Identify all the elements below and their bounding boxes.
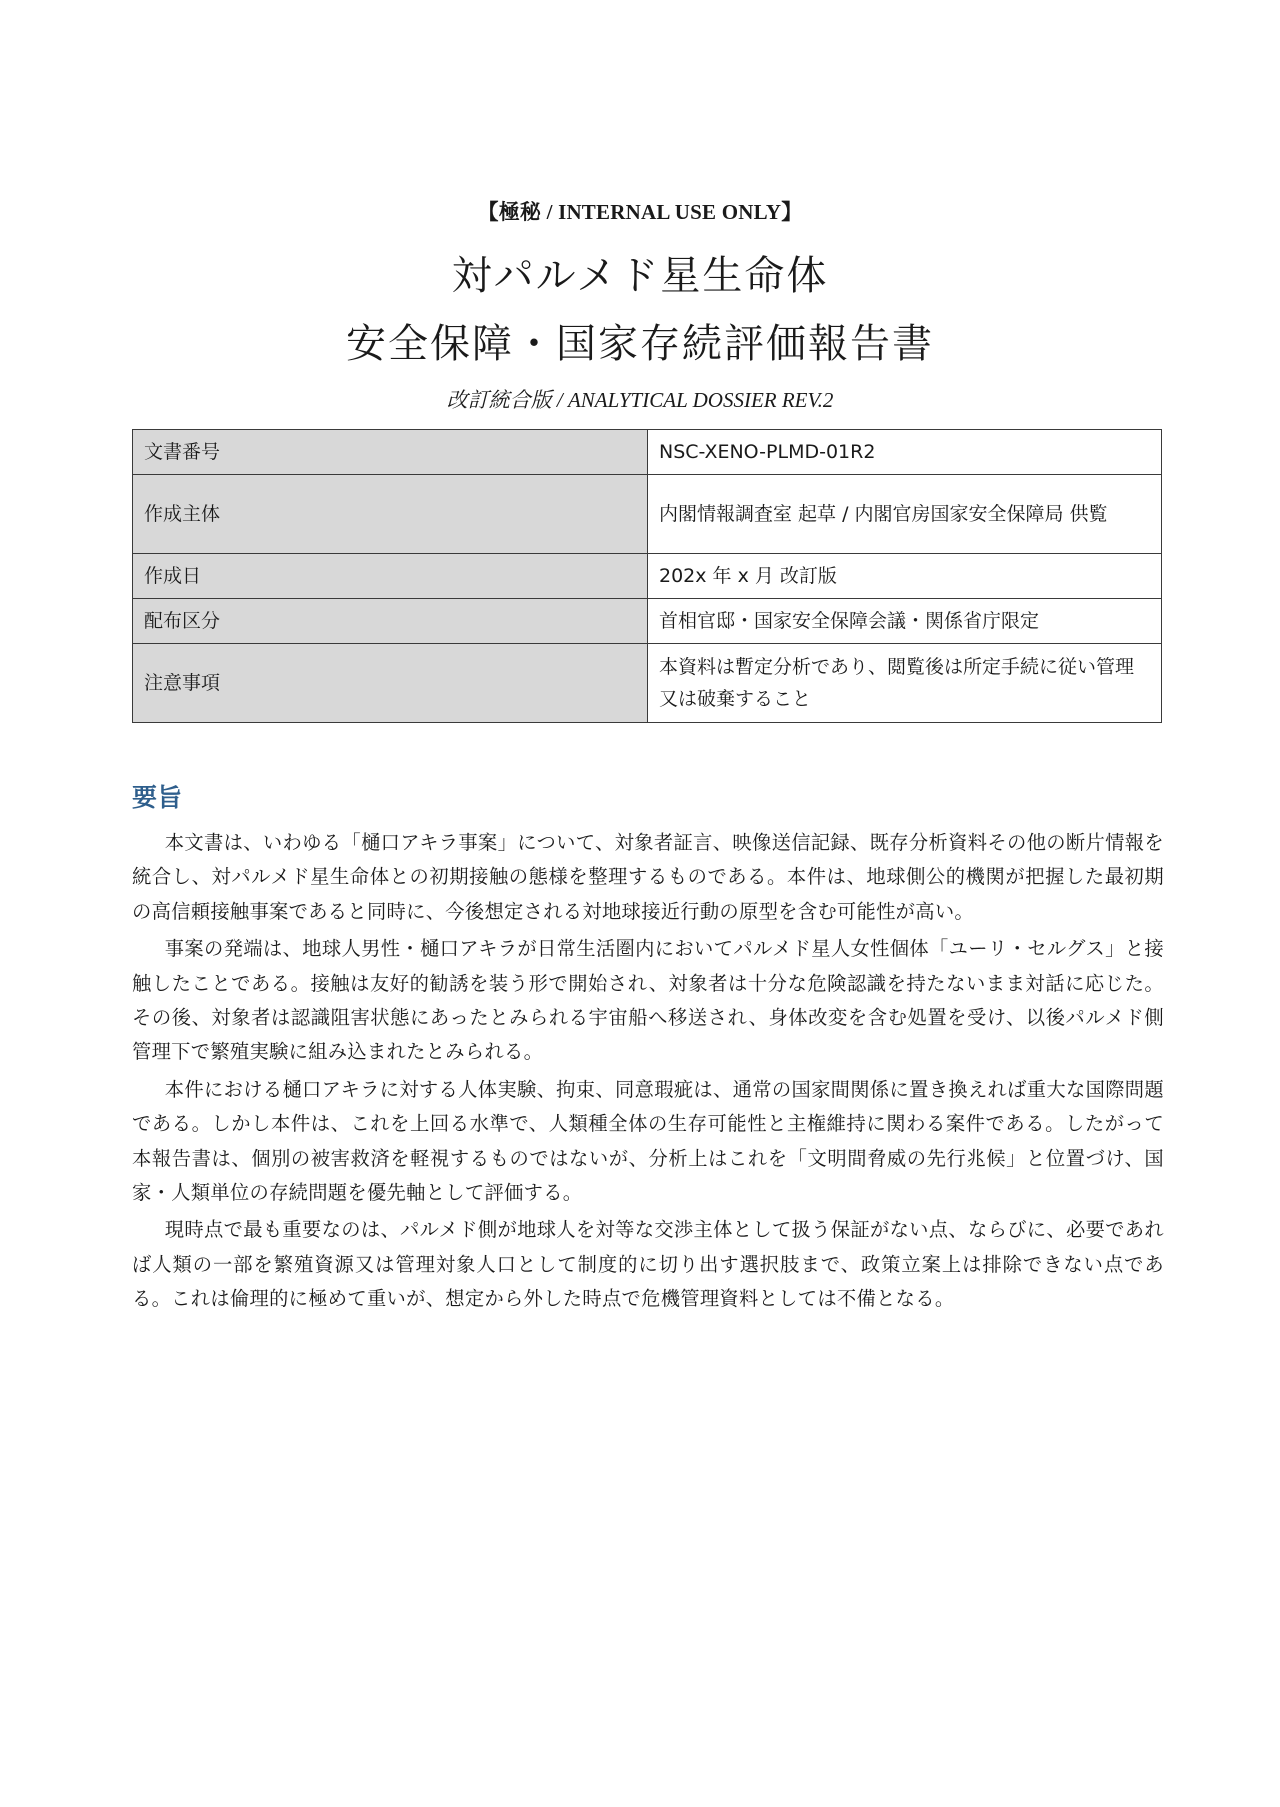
metadata-label: 作成主体 [133,475,648,554]
summary-body [132,826,1164,1320]
summary-paragraph: 本件における樋口アキラに対する人体実験、拘束、同意瑕疵は、通常の国家間関係に置き換えれば重大な国際問題である。しかし本件は、これを上回る水準で、人類種全体の生存可能性と主権維持に関わる案件である。したがって本報告書は、個別の被害救済を軽視するものではないが、分析上はこれを「文明間脅威の先行兆候」と位置づけ、国家・人類単位の存続問題を優先軸として評価する。 [132,1077,1164,1205]
metadata-value: 202x 年 x 月 改訂版 [648,554,1162,599]
metadata-value: 本資料は暫定分析であり、閲覧後は所定手続に従い管理又は破棄すること [648,644,1162,723]
metadata-row-distribution [133,599,1162,644]
metadata-value: 内閣情報調査室 起草 / 内閣官房国家安全保障局 供覧 [648,475,1162,554]
summary-paragraph: 現時点で最も重要なのは、パルメド側が地球人を対等な交渉主体として扱う保証がない点、ならびに、必要であれば人類の一部を繁殖資源又は管理対象人口として制度的に切り出す選択肢まで、政策立案上は排除できない点である。これは倫理的に極めて重いが、想定から外した時点で危機管理資料としては不備となる。 [132,1218,1164,1311]
document-title-line1: 対パルメド星生命体 [451,253,829,299]
metadata-label: 作成日 [133,554,648,599]
section-heading-summary: 要旨 [132,783,183,812]
metadata-label: 配布区分 [133,599,648,644]
metadata-value: NSC-XENO-PLMD-01R2 [648,430,1162,475]
summary-paragraph: 本文書は、いわゆる「樋口アキラ事案」について、対象者証言、映像送信記録、既存分析資料その他の断片情報を統合し、対パルメド星生命体との初期接触の態様を整理するものである。本件は、地球側公的機関が把握した最初期の高信頼接触事案であると同時に、今後想定される対地球接近行動の原型を含む可能性が高い。 [132,831,1164,923]
document-subtitle: 改訂統合版 / ANALYTICAL DOSSIER REV.2 [446,388,834,412]
metadata-label: 注意事項 [133,644,648,723]
summary-paragraph: 事案の発端は、地球人男性・樋口アキラが日常生活圏内においてパルメド星人女性個体「ユーリ・セルグス」と接触したことである。接触は友好的勧誘を装う形で開始され、対象者は十分な危険認識を持たないまま対話に応じた。その後、対象者は認識阻害状態にあったとみられる宇宙船へ移送され、身体改変を含む処置を受け、以後パルメド側管理下で繁殖実験に組み込まれたとみられる。 [132,937,1164,1064]
metadata-row-document-number [133,430,1162,475]
document-metadata-table [132,429,1162,723]
metadata-row-author [133,475,1162,554]
document-title-line2: 安全保障・国家存続評価報告書 [346,321,934,367]
metadata-row-date [133,554,1162,599]
metadata-value: 首相官邸・国家安全保障会議・関係省庁限定 [648,599,1162,644]
metadata-row-notice [133,644,1162,723]
classification-label: 【極秘 / INTERNAL USE ONLY】 [477,200,803,224]
metadata-label: 文書番号 [133,430,648,475]
